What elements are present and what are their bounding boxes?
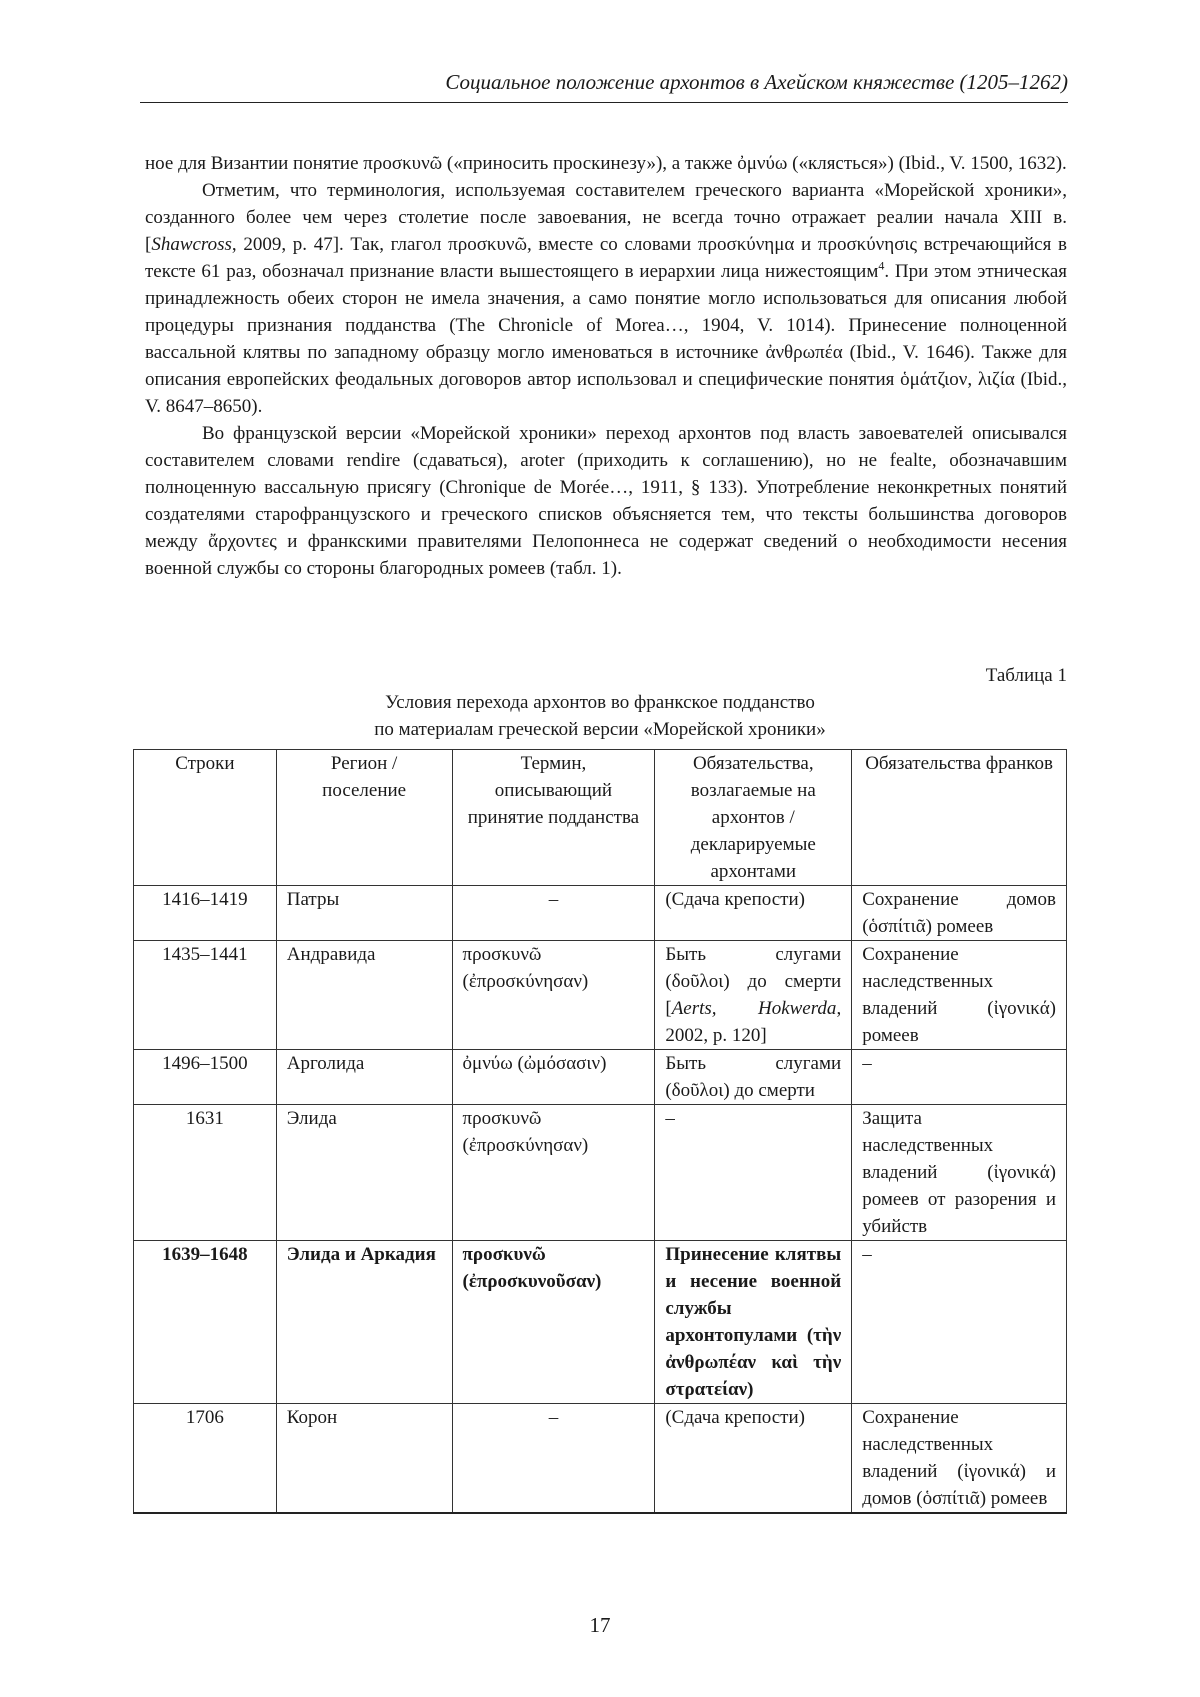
cell-lines: 1496–1500 [134,1050,277,1105]
paragraph-2-part-b: , 2009, p. 47]. Так, глагол προσκυνῶ, вместе со словами προσκύνημα и προσκύνησις встречающийся в тексте 61 раз, обозначал признание власти вышестоящего в иерархии лица нижестоящим [145,234,1067,282]
cell-archon-duty: – [655,1105,852,1241]
cell-term: – [452,886,655,941]
cell-archon-duty: Быть слугами (δοῦλοι) до смерти [655,1050,852,1105]
cell-archon-duty: (Сдача крепости) [655,1404,852,1514]
table-label: Таблица 1 [985,665,1067,686]
cell-region: Элида и Аркадия [276,1241,452,1404]
cell-archon-duty: (Сдача крепости) [655,886,852,941]
conditions-table [133,749,1067,1514]
cell-term: προσκυνῶ (ἐπροσκυνοῦσαν) [452,1241,655,1404]
table-row [134,886,1067,941]
table-caption-line-2: по материалам греческой версии «Морейской хроники» [374,719,826,740]
paragraph-2-part-a: Отметим, что терминология, используемая составителем греческого варианта «Морейской хроники», созданного более чем через столетие после завоевания, не всегда точно отражает реалии начала XIII в. [ [145,180,1067,255]
cell-frank-duty: Сохранение наследственных владений (ἰγονικά) и домов (ὁσπίτιᾶ) ромеев [852,1404,1067,1514]
cell-term: – [452,1404,655,1514]
table-caption [133,689,1067,743]
cell-frank-duty: Сохранение наследственных владений (ἰγονικά) ромеев [852,941,1067,1050]
cell-region: Андравида [276,941,452,1050]
cell-frank-duty: – [852,1050,1067,1105]
table-row [134,1404,1067,1514]
cell-archon-duty [655,941,852,1050]
footnote-marker: 4 [878,258,885,273]
page-number: 17 [589,1613,611,1637]
header-term: Термин, описывающий принятие подданства [452,750,655,886]
cell-frank-duty: Сохранение домов (ὁσπίτιᾶ) ромеев [852,886,1067,941]
table-row [134,1050,1067,1105]
cell-frank-duty: – [852,1241,1067,1404]
header-rule [140,102,1068,103]
table-row-highlighted [134,1241,1067,1404]
cell-term: προσκυνῶ (ἐπροσκύνησαν) [452,1105,655,1241]
cell-lines: 1435–1441 [134,941,277,1050]
table-row [134,1105,1067,1241]
header-region: Регион / поселение [276,750,452,886]
cell-lines: 1706 [134,1404,277,1514]
cell-lines: 1631 [134,1105,277,1241]
paragraph-1: ное для Византии понятие προσκυνῶ («приносить проскинезу»), а также ὀμνύω («клясться») (Ibid., V. 1500, 1632). [145,153,1067,174]
cell-archon-duty-part-a: Быть слугами (δοῦλοι) до смерти [ [665,944,842,1019]
cell-citation-authors: Aerts, Hokwerda [671,998,837,1019]
running-header: Социальное положение архонтов в Ахейском княжестве (1205–1262) [445,70,1068,94]
cell-term: ὀμνύω (ὠμόσασιν) [452,1050,655,1105]
table-row [134,941,1067,1050]
paragraph-2-part-c: . При этом этническая принадлежность обеих сторон не имела значения, а само понятие могло использоваться для описания любой процедуры признания подданства (The Chronicle of Morea…, 1904, V. 1014). Принесение полноценной вассальной клятвы по западному образцу могло именоваться в источнике ἀνθρωπέα (Ibid., V. 1646). Также для описания европейских феодальных договоров автор использовал и специфические понятия ὁμάτζιον, λιζία (Ibid., V. 8647–8650). [145,261,1067,417]
body-text [145,150,1067,582]
header-archon-obligations: Обязательства, возлагаемые на архонтов / декларируемые архонтами [655,750,852,886]
citation-author: Shawcross [151,234,232,255]
cell-lines: 1639–1648 [134,1241,277,1404]
cell-term: προσκυνῶ (ἐπροσκύνησαν) [452,941,655,1050]
cell-frank-duty: Защита наследственных владений (ἰγονικά) ромеев от разорения и убийств [852,1105,1067,1241]
cell-lines: 1416–1419 [134,886,277,941]
paragraph-3: Во французской версии «Морейской хроники» переход архонтов под власть завоевателей описывался составителем словами rendire (сдаваться), aroter (приходить к соглашению), но не fealte, обозначавшим полноценную вассальную присягу (Chronique de Morée…, 1911, § 133). Употребление неконкретных понятий создателями старофранцузского и греческого списков объясняется тем, что тексты большинства договоров между ἄρχοντες и франкскими правителями Пелопоннеса не содержат сведений о необходимости несения военной службы со стороны благородных ромеев (табл. 1). [145,423,1067,579]
table-caption-line-1: Условия перехода архонтов во франкское подданство [385,692,815,713]
paragraph-2 [145,177,1067,420]
table-header-row [134,750,1067,886]
header-frank-obligations: Обязательства франков [852,750,1067,886]
cell-region: Патры [276,886,452,941]
cell-archon-duty: Принесение клятвы и несение военной службы архонтопулами (τὴν ἀνθρωπέαν καὶ τὴν στρατείαν) [655,1241,852,1404]
cell-archon-duty-part-b: , 2002, p. 120] [665,998,842,1046]
header-lines: Строки [134,750,277,886]
cell-region: Корон [276,1404,452,1514]
cell-region: Арголида [276,1050,452,1105]
cell-region: Элида [276,1105,452,1241]
